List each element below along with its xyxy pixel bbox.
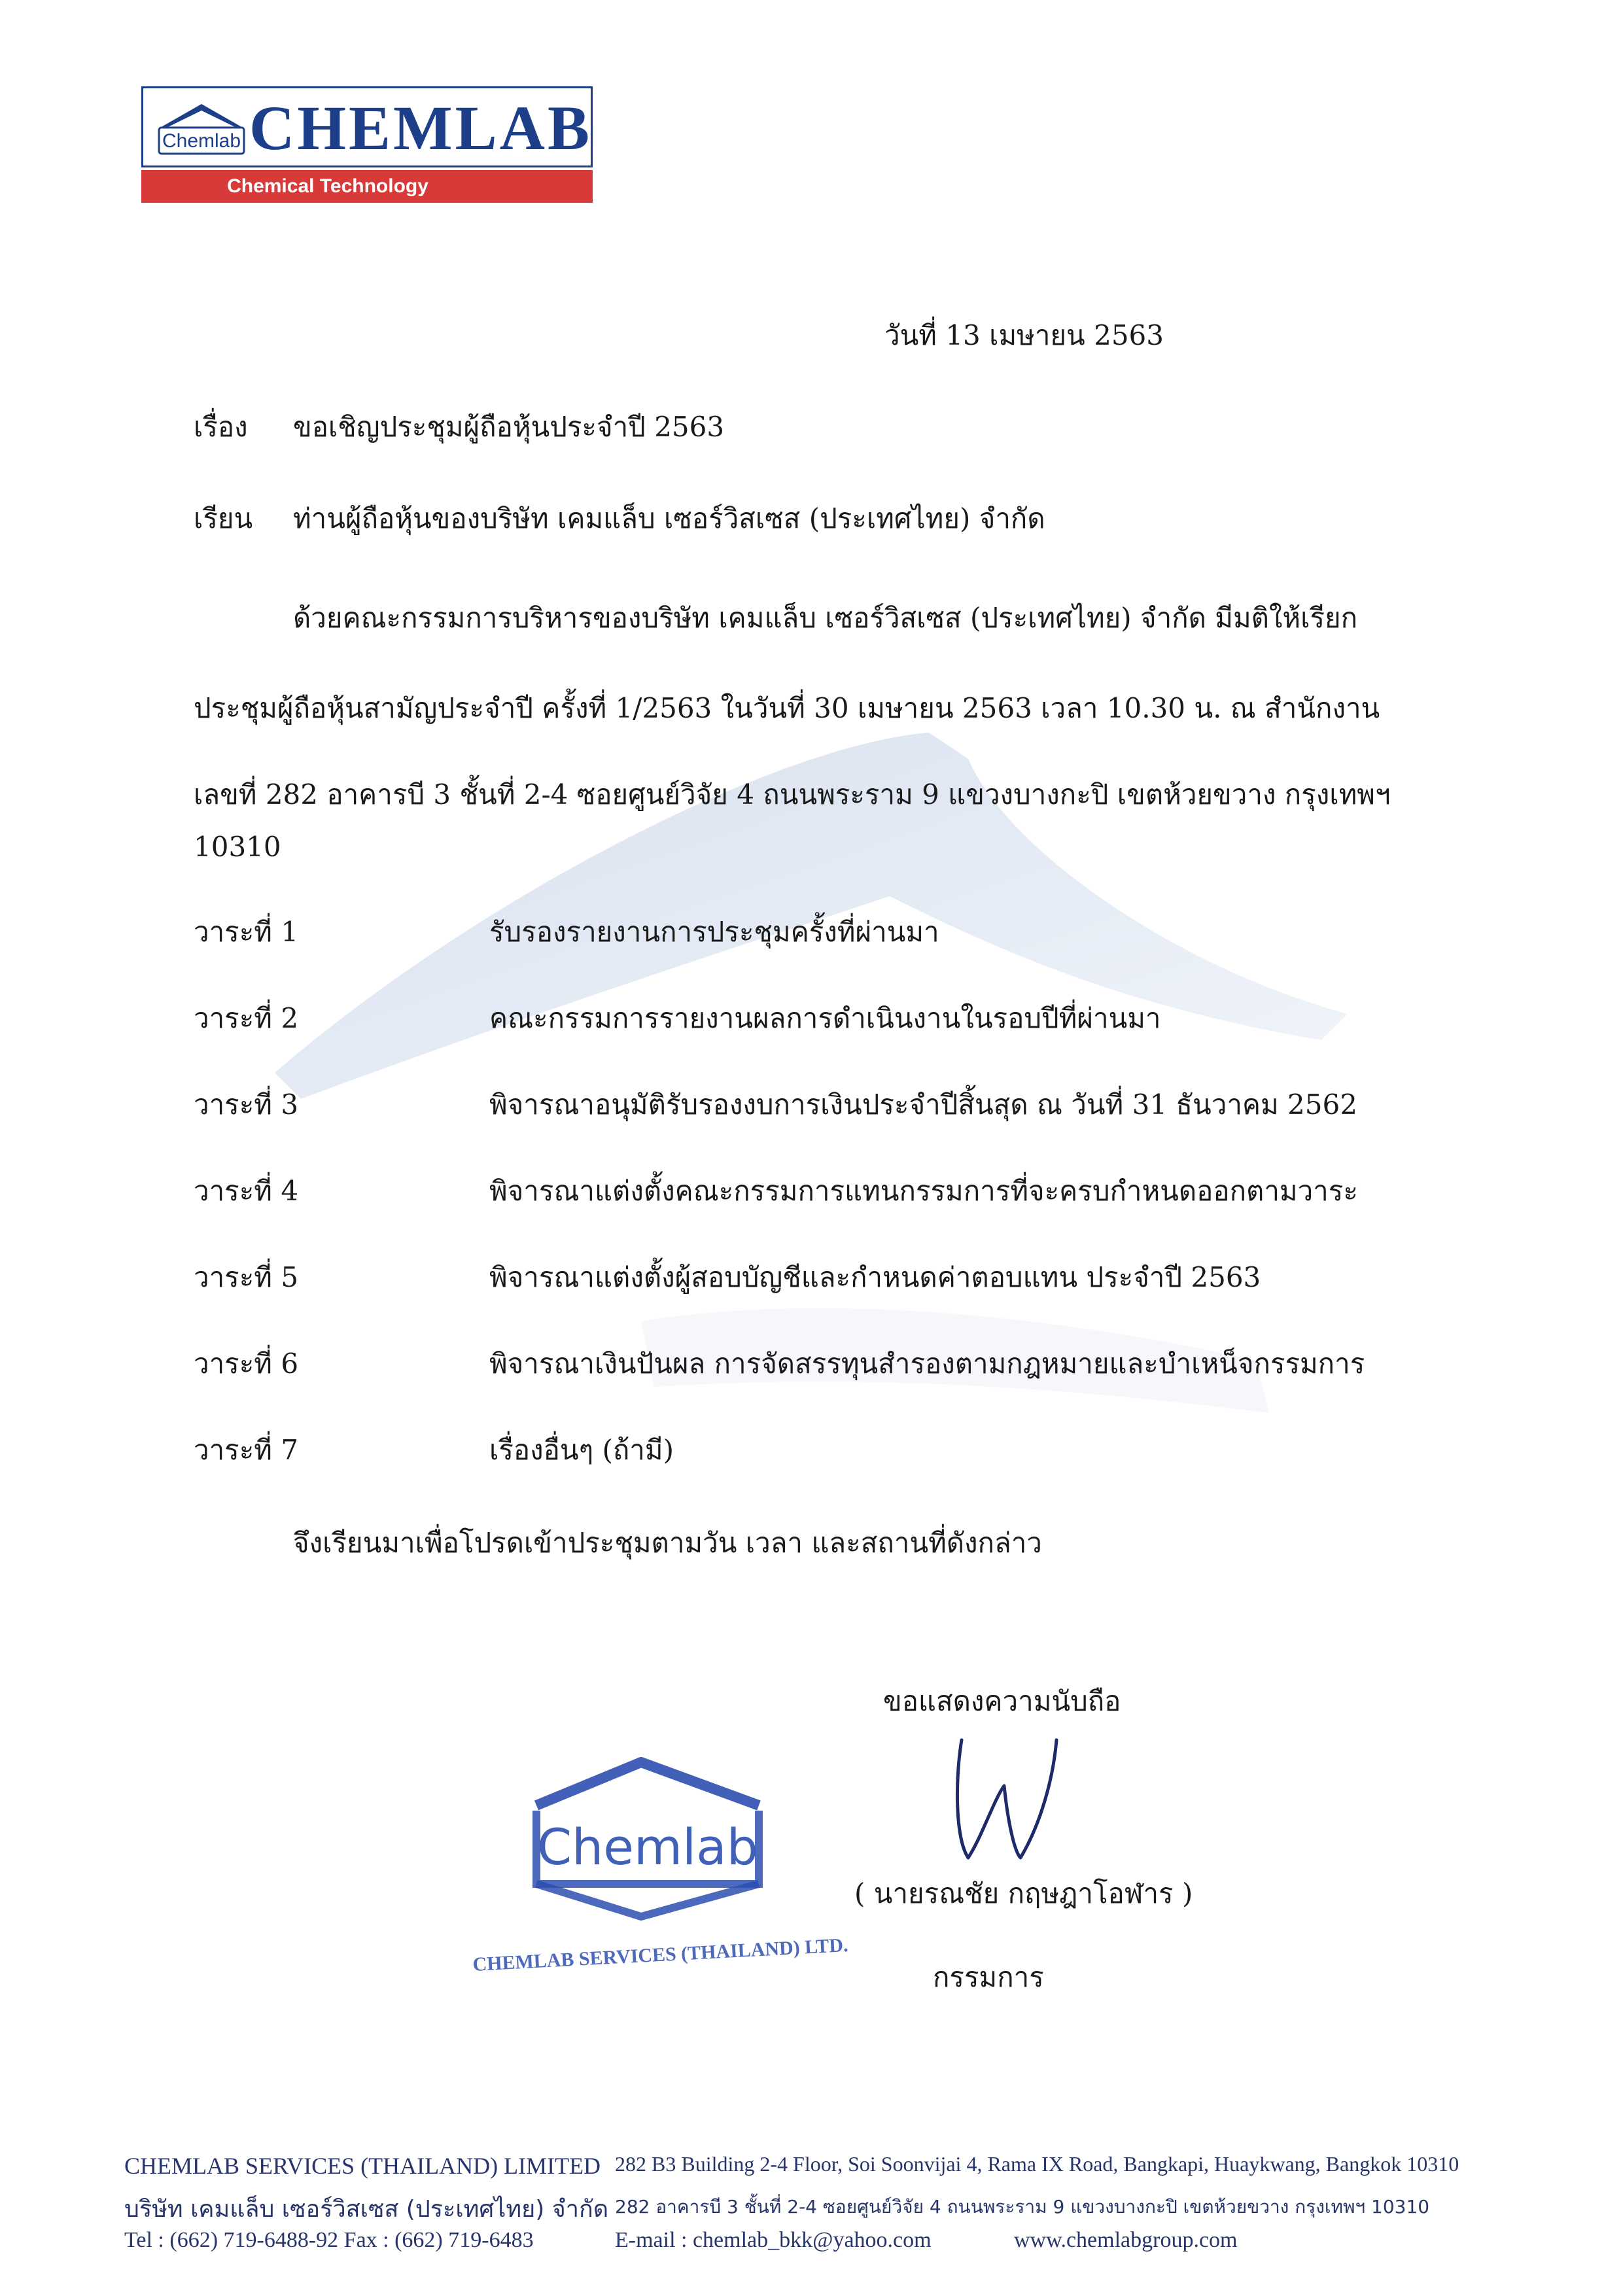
regards-line: ขอแสดงความนับถือ [883,1685,1121,1717]
logo-small-text: Chemlab [162,130,241,152]
subject-text: ขอเชิญประชุมผู้ถือหุ้นประจำปี 2563 [293,411,725,443]
logo-frame [141,86,593,167]
footer-email: E-mail : chemlab_bkk@yahoo.com [615,2228,932,2252]
chemlab-logo [141,86,594,205]
subject-label: เรื่อง [194,411,248,443]
chemlab-roof-icon [152,99,251,159]
body-line-2: ประชุมผู้ถือหุ้นสามัญประจำปี ครั้งที่ 1/2563 ในวันที่ 30 เมษายน 2563 เวลา 10.30 น. ณ สำนักงาน [194,692,1380,724]
agenda-item-number: วาระที่ 7 [194,1434,299,1466]
footer-company-th: บริษัท เคมแล็บ เซอร์วิสเซส (ประเทศไทย) จำกัด [124,2196,609,2223]
agenda-item-text: คณะกรรมการรายงานผลการดำเนินงานในรอบปีที่ผ่านมา [489,1002,1161,1034]
footer-address-th: 282 อาคารบี 3 ชั้นที่ 2-4 ซอยศูนย์วิจัย 4 ถนนพระราม 9 แขวงบางกะปิ เขตห้วยขวาง กรุงเทพฯ 10310 [615,2196,1430,2218]
agenda-item-text: พิจารณาอนุมัติรับรองงบการเงินประจำปีสิ้นสุด ณ วันที่ 31 ธันวาคม 2562 [489,1088,1357,1121]
agenda-item-number: วาระที่ 2 [194,1002,299,1034]
logo-wordmark: CHEMLAB [249,93,593,163]
footer-address-en: 282 B3 Building 2-4 Floor, Soi Soonvijai 4, Rama IX Road, Bangkapi, Huaykwang, Bangkok 10310 [615,2152,1459,2176]
agenda-item-number: วาระที่ 1 [194,916,299,948]
agenda-item-text: พิจารณาแต่งตั้งผู้สอบบัญชีและกำหนดค่าตอบแทน ประจำปี 2563 [489,1261,1261,1293]
agenda-item-number: วาระที่ 4 [194,1175,299,1207]
signer-title: กรรมการ [933,1961,1044,1993]
agenda-item-text: รับรองรายงานการประชุมครั้งที่ผ่านมา [489,916,939,948]
stamp-company: CHEMLAB SERVICES (THAILAND) LTD. [472,1934,849,1975]
agenda-item-number: วาระที่ 5 [194,1261,299,1293]
footer-website: www.chemlabgroup.com [1014,2228,1238,2252]
agenda-item-number: วาระที่ 3 [194,1088,299,1121]
agenda-item-text: พิจารณาเงินปันผล การจัดสรรทุนสำรองตามกฎหมายและบำเหน็จกรรมการ [489,1348,1365,1380]
stamp-brand: Chemlab [537,1818,758,1876]
recipient-text: ท่านผู้ถือหุ้นของบริษัท เคมแล็บ เซอร์วิสเซส (ประเทศไทย) จำกัด [293,502,1045,534]
recipient-label: เรียน [194,502,253,534]
letter-date: วันที่ 13 เมษายน 2563 [884,319,1164,351]
handwritten-signature [942,1727,1066,1871]
body-line-4: 10310 [194,831,281,863]
signer-name: ( นายรณชัย กฤษฎาโอฬาร ) [854,1877,1193,1909]
logo-tagline-bar [141,170,593,203]
body-line-1: ด้วยคณะกรรมการบริหารของบริษัท เคมแล็บ เซอร์วิสเซส (ประเทศไทย) จำกัด มีมติให้เรียก [293,602,1358,634]
footer-tel-fax: Tel : (662) 719-6488-92 Fax : (662) 719-6483 [124,2228,534,2252]
footer-company-en: CHEMLAB SERVICES (THAILAND) LIMITED [124,2153,601,2179]
company-stamp [419,1753,903,1975]
boomerang-watermark [275,733,1374,1544]
closing-line: จึงเรียนมาเพื่อโปรดเข้าประชุมตามวัน เวลา และสถานที่ดังกล่าว [293,1527,1042,1559]
agenda-item-number: วาระที่ 6 [194,1348,299,1380]
agenda-item-text: พิจารณาแต่งตั้งคณะกรรมการแทนกรรมการที่จะครบกำหนดออกตามวาระ [489,1175,1358,1207]
body-line-3: เลขที่ 282 อาคารบี 3 ชั้นที่ 2-4 ซอยศูนย์วิจัย 4 ถนนพระราม 9 แขวงบางกะปิ เขตห้วยขวาง กรุงเทพฯ [194,778,1391,810]
logo-tagline: Chemical Technology [227,175,428,197]
agenda-item-text: เรื่องอื่นๆ (ถ้ามี) [489,1434,674,1466]
